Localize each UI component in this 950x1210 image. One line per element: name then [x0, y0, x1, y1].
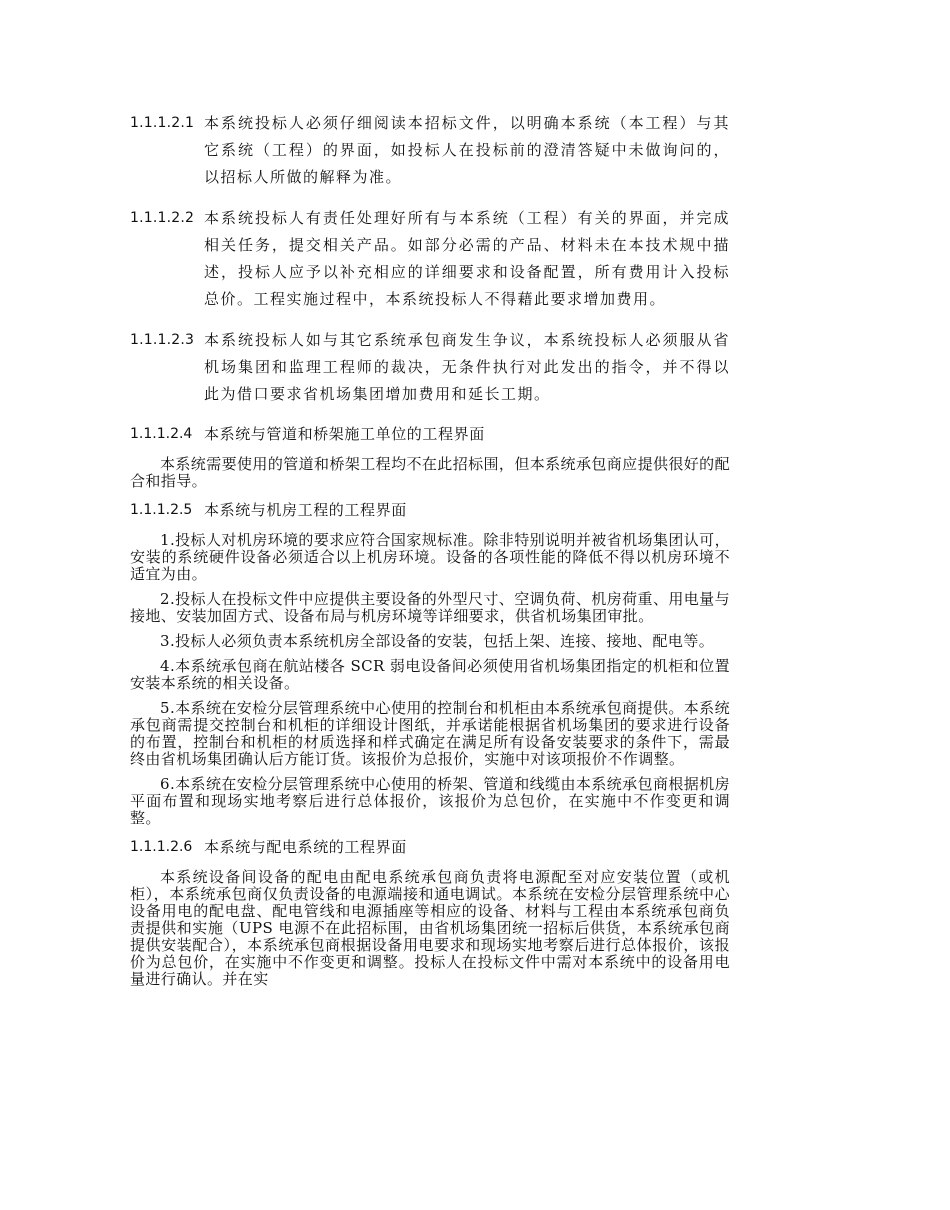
paragraph-power-distribution: 本系统设备间设备的配电由配电系统承包商负责将电源配至对应安装位置（或机柜），本系统承包商仅负责设备的电源端接和通电调试。本系统在安检分层管理系统中心设备用电的配电盘、配电管线和电源插座等相应的设备、材料与工程由本系统承包商负责提供和实施（UPS 电源不在此招标围，由省机场集团统一招标后供货，本系统承包商提供安装配合），本系统承包商根据设备用电要求和现场实地考察后进行总体报价，该报价为总包价，在实施中不作变更和调整。投标人在投标文件中需对本系统中的设备用电量进行确认。并在实 — [130, 868, 730, 988]
heading-number: 1.1.1.2.5 — [130, 502, 193, 518]
paragraph-machine-room-1: 1.投标人对机房环境的要求应符合国家规标准。除非特别说明并被省机场集团认可，安装的系统硬件设备必须适合以上机房环境。设备的各项性能的降低不得以机房环境不适宜为由。 — [130, 531, 730, 583]
heading-number: 1.1.1.2.4 — [130, 426, 193, 442]
paragraph-machine-room-4: 4.本系统承包商在航站楼各 SCR 弱电设备间必须使用省机场集团指定的机柜和位置安装本系统的相关设备。 — [130, 657, 730, 692]
clause-number: 1.1.1.2.2 — [130, 210, 195, 226]
paragraph-pipeline-interface: 本系统需要使用的管道和桥架工程均不在此招标围，但本系统承包商应提供很好的配合和指导。 — [130, 455, 730, 490]
clause-number: 1.1.1.2.1 — [130, 115, 195, 131]
heading-1-1-1-2-6 — [130, 835, 730, 859]
paragraph-machine-room-2: 2.投标人在投标文件中应提供主要设备的外型尺寸、空调负荷、机房荷重、用电量与接地、安装加固方式、设备布局与机房环境等详细要求，供省机场集团审批。 — [130, 590, 730, 625]
heading-text: 本系统与配电系统的工程界面 — [204, 838, 407, 856]
clause-1-1-1-2-2 — [130, 205, 730, 313]
heading-text: 本系统与机房工程的工程界面 — [204, 501, 407, 519]
clause-text: 本系统投标人必须仔细阅读本招标文件，以明确本系统（本工程）与其它系统（工程）的界面，如投标人在投标前的澄清答疑中未做询问的，以招标人所做的解释为准。 — [204, 114, 730, 186]
clause-text: 本系统投标人如与其它系统承包商发生争议，本系统投标人必须服从省机场集团和监理工程师的裁决，无条件执行对此发出的指令，并不得以此为借口要求省机场集团增加费用和延长工期。 — [204, 331, 730, 403]
paragraph-machine-room-6: 6.本系统在安检分层管理系统中心使用的桥架、管道和线缆由本系统承包商根据机房平面布置和现场实地考察后进行总体报价，该报价为总包价，在实施中不作变更和调整。 — [130, 775, 730, 827]
document-body — [130, 110, 730, 996]
heading-number: 1.1.1.2.6 — [130, 839, 193, 855]
paragraph-machine-room-5: 5.本系统在安检分层管理系统中心使用的控制台和机柜由本系统承包商提供。本系统承包商需提交控制台和机柜的详细设计图纸，并承诺能根据省机场集团的要求进行设备的布置，控制台和机柜的材质选择和样式确定在满足所有设备安装要求的条件下，需最终由省机场集团确认后方能订货。该报价为总报价，实施中对该项报价不作调整。 — [130, 699, 730, 768]
heading-1-1-1-2-4 — [130, 422, 730, 446]
heading-text: 本系统与管道和桥架施工单位的工程界面 — [204, 425, 485, 443]
clause-text: 本系统投标人有责任处理好所有与本系统（工程）有关的界面，并完成相关任务，提交相关产品。如部分必需的产品、材料未在本技术规中描述，投标人应予以补充相应的详细要求和设备配置，所有费用计入投标总价。工程实施过程中，本系统投标人不得藉此要求增加费用。 — [204, 209, 730, 308]
clause-1-1-1-2-3 — [130, 327, 730, 408]
paragraph-machine-room-3: 3.投标人必须负责本系统机房全部设备的安装，包括上架、连接、接地、配电等。 — [160, 632, 715, 650]
clause-1-1-1-2-1 — [130, 110, 730, 191]
heading-1-1-1-2-5 — [130, 498, 730, 522]
clause-number: 1.1.1.2.3 — [130, 332, 195, 348]
